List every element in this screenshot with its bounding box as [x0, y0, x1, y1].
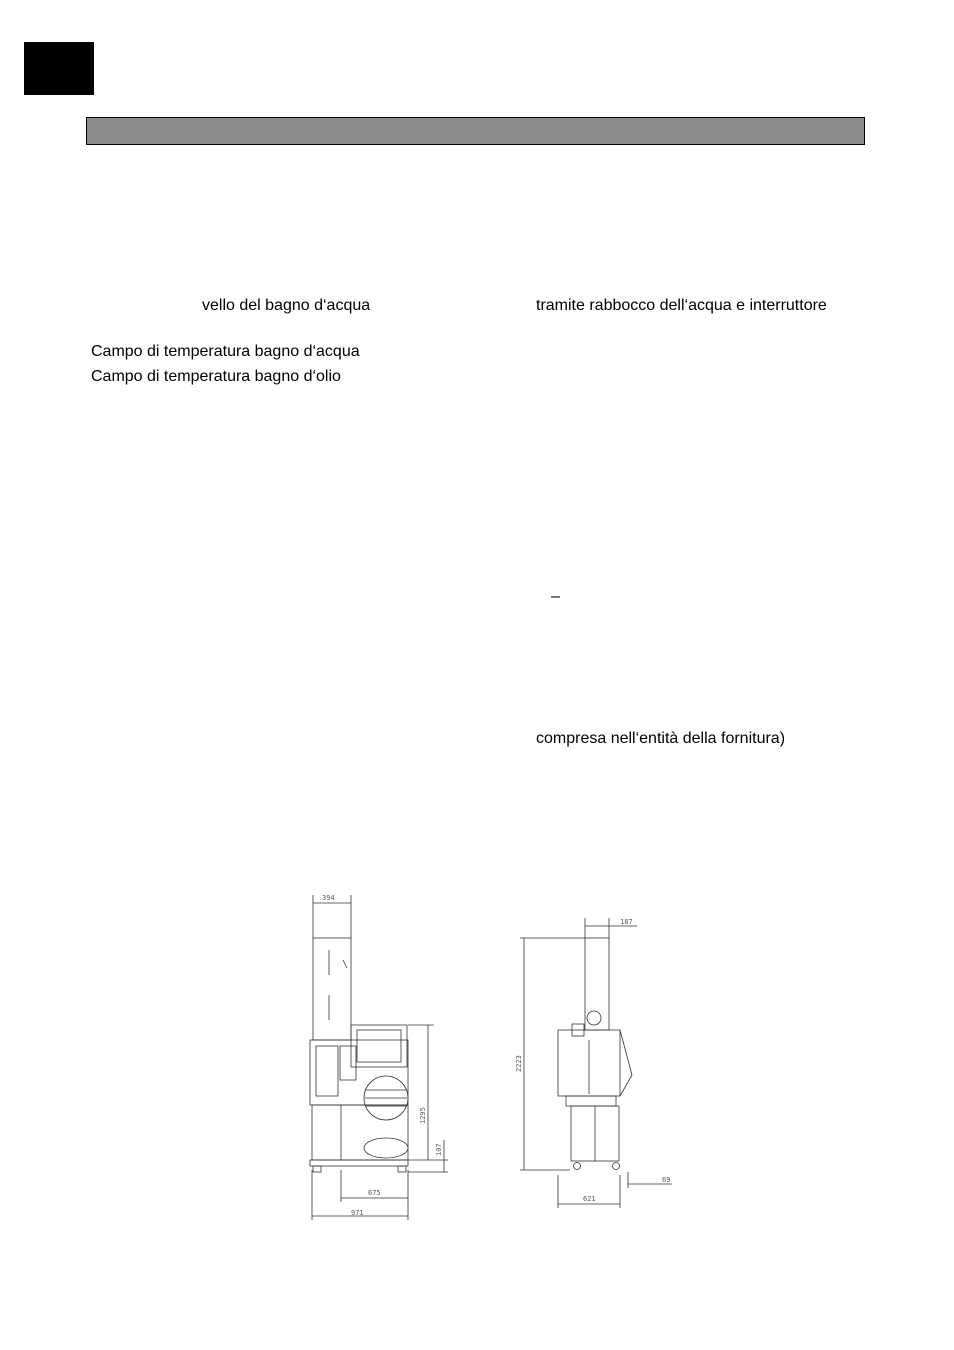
text-water-temp-range: Campo di temperatura bagno d‘acqua [91, 343, 360, 360]
dim-front-top-width: 394 [322, 894, 335, 902]
front-view [310, 895, 448, 1220]
dim-side-offset: 69 [662, 1176, 671, 1184]
text-water-level: vello del bagno d‘acqua [202, 297, 371, 314]
section-header-bar [86, 117, 865, 145]
text-refill: tramite rabbocco dell‘acqua e interruttore [536, 297, 827, 314]
dim-front-height-mid: 1295 [419, 1107, 427, 1124]
dim-side-total-height: 2223 [515, 1055, 523, 1072]
side-view [520, 918, 672, 1208]
technical-drawing [290, 880, 690, 1230]
dim-front-base-inner: 675 [368, 1189, 381, 1197]
text-supply: compresa nell‘entità della fornitura) [536, 730, 786, 747]
dim-side-column-width: 187 [620, 918, 633, 926]
text-dash: – [551, 588, 560, 605]
dim-side-base-depth: 621 [583, 1195, 596, 1203]
text-oil-temp-range: Campo di temperatura bagno d‘olio [91, 368, 341, 385]
dim-front-base-total: 971 [351, 1209, 364, 1217]
page-tab-marker [24, 42, 94, 95]
dim-front-foot: 107 [435, 1143, 443, 1156]
